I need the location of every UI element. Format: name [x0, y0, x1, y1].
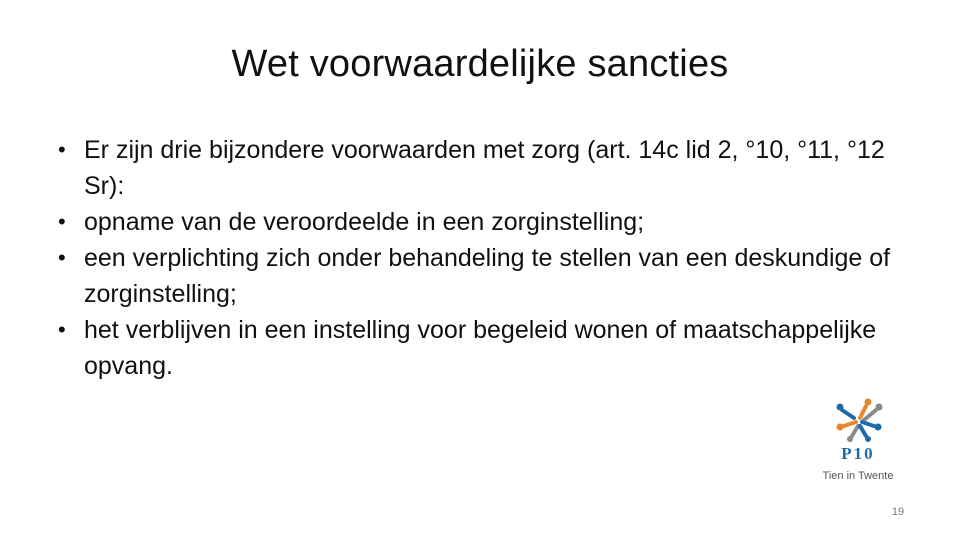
bullet-list: [56, 132, 916, 384]
bullet-text: Er zijn drie bijzondere voorwaarden met zorg (art. 14c lid 2, °10, °11, °12 Sr):: [84, 136, 885, 200]
p10-logo: [812, 396, 908, 488]
bullet-text: een verplichting zich onder behandeling te stellen van een deskundige of zorginstelling;: [84, 244, 891, 308]
bullet-icon: •: [58, 209, 66, 234]
bullet-text: opname van de veroordeelde in een zorginstelling;: [84, 208, 645, 236]
bullet-icon: •: [58, 245, 66, 270]
bullet-item: [56, 240, 916, 312]
bullet-icon: •: [58, 137, 66, 162]
page-number: 19: [891, 506, 905, 518]
logo-tagline: Tien in Twente: [822, 470, 894, 482]
bullet-text: het verblijven in een instelling voor begeleid wonen of maatschappelijke opvang.: [84, 316, 877, 380]
logo-name: P10: [841, 444, 875, 463]
bullet-item: [56, 312, 916, 384]
bullet-item: [56, 204, 916, 240]
slide-title: Wet voorwaardelijke sancties: [231, 43, 729, 85]
bullet-icon: •: [58, 317, 66, 342]
bullet-item: [56, 132, 916, 204]
people-figures-icon: [830, 396, 888, 442]
